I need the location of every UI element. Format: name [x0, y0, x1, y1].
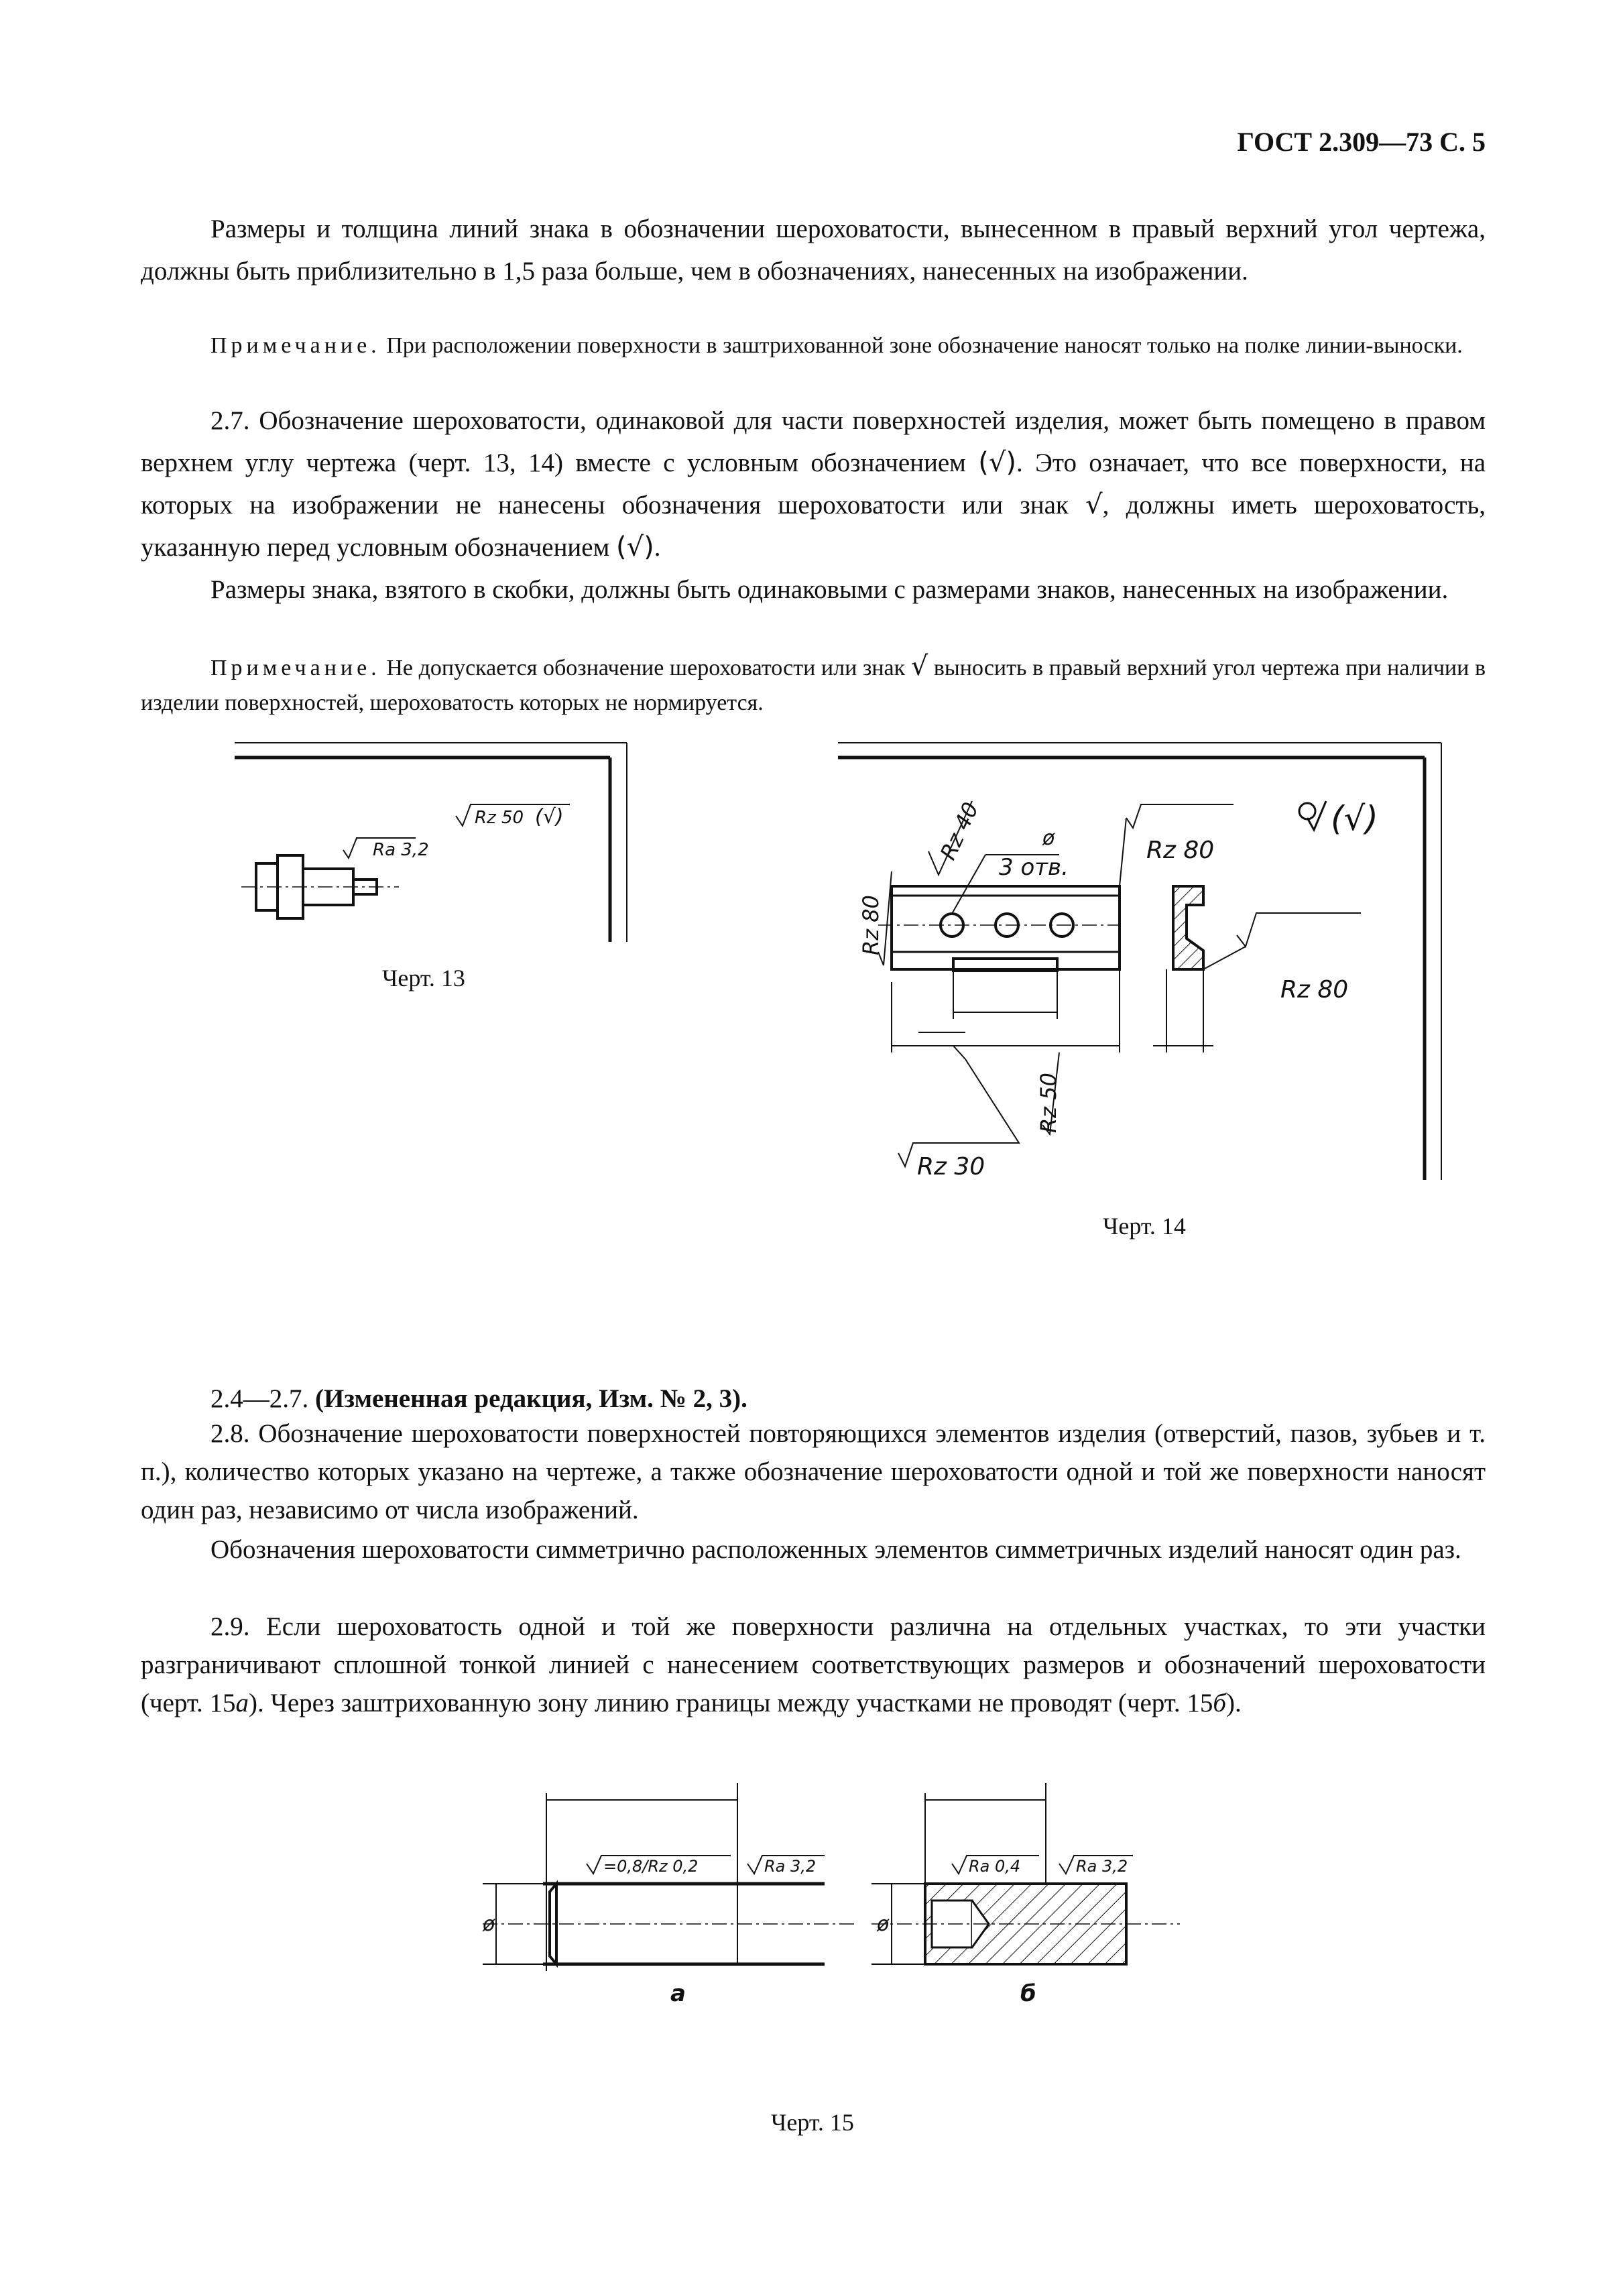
- note-text: Не допускается обозначение шероховатости или знак: [386, 656, 906, 680]
- figure-14-caption: Черт. 14: [1103, 1213, 1186, 1240]
- unmachined-sign-symbol: √: [1085, 489, 1103, 520]
- figure-13-drawing: [235, 737, 637, 952]
- page-header: ГОСТ 2.309—73 С. 5: [1237, 127, 1486, 157]
- paragraph-2-7: [141, 400, 1486, 568]
- paragraph-2-7-part: . Это означает, что все поверхности, на которых на изображении не нанесены обозначения шероховатости или знак: [141, 448, 1486, 520]
- figure-13-caption: Черт. 13: [382, 965, 465, 991]
- fig14-phi-label: ø: [1042, 827, 1055, 850]
- fig13-corner-paren: (√): [535, 805, 564, 829]
- note-label: Примечание.: [211, 656, 381, 680]
- figure-14-drawing: [838, 737, 1482, 1193]
- amendment-text: (Измененная редакция, Изм. № 2, 3).: [315, 1384, 747, 1413]
- fig15a-phi-label: ø: [483, 1913, 495, 1936]
- fig15a-label: а: [670, 1980, 686, 2007]
- paragraph-bracket-size: Размеры знака, взятого в скобки, должны быть одинаковыми с размерами знаков, нанесенных на изображении.: [211, 575, 1449, 604]
- note-text: выносить в правый верхний угол чертежа при наличии в изделии поверхностей, шероховатость которых не нормируется.: [141, 656, 1486, 715]
- conditional-sign-symbol: (√): [616, 532, 654, 562]
- fig14-holes-label: 3 отв.: [999, 854, 1069, 881]
- paragraph-sign-size: Размеры и толщина линий знака в обозначении шероховатости, вынесенном в правый верхний угол чертежа, должны быть приблизительно в 1,5 раза больше, чем в обозначениях, нанесенных на изображении.: [141, 215, 1486, 286]
- figure-ref-a: а: [235, 1689, 249, 1717]
- amendment-note: [141, 1378, 1486, 1420]
- paragraph-2-7-part: 2.7. Обозначение шероховатости, одинаковой для части поверхностей изделия, может быть помещено в правом верхнем углу чертежа (черт. 13, 14) вместе с условным обозначением: [141, 406, 1486, 477]
- fig15b-phi-label: ø: [877, 1913, 890, 1936]
- fig14-rz50-label: Rz 50: [1036, 1073, 1061, 1133]
- figure-15-drawing: [463, 1770, 1213, 2011]
- fig15b-label: б: [1020, 1980, 1036, 2007]
- fig15b-rough1-label: Ra 0,4: [969, 1857, 1021, 1876]
- figure-ref-b: б: [1213, 1689, 1227, 1717]
- paragraph-2-9-part: ).: [1226, 1689, 1242, 1717]
- paragraph-2-7-part: .: [654, 533, 661, 562]
- note-text: При расположении поверхности в заштрихованной зоне обозначение наносят только на полке линии-выноски.: [386, 333, 1463, 358]
- fig15a-rough1-label: =0,8/Rz 0,2: [603, 1857, 699, 1876]
- fig15b-rough2-label: Ra 3,2: [1076, 1857, 1128, 1876]
- figure-15-caption: Черт. 15: [771, 2109, 854, 2136]
- fig14-rz30-label: Rz 30: [917, 1153, 985, 1181]
- paragraph-2-9-part: 2.9. Если шероховатость одной и той же поверхности различна на отдельных участках, то эти участки разграничивают сплошной тонкой линией с нанесением соответствующих размеров и обозначений шероховатости (черт. 15: [141, 1612, 1486, 1717]
- note-not-allowed: [141, 649, 1486, 721]
- fig14-rz80-right-label: Rz 80: [1280, 976, 1349, 1004]
- amendment-number: 2.4—2.7.: [211, 1384, 309, 1413]
- fig14-rz80-left-label: Rz 80: [858, 895, 884, 955]
- paragraph-2-8-symmetric: Обозначения шероховатости симметрично расположенных элементов симметричных изделий наносят один раз.: [211, 1535, 1461, 1564]
- fig15a-rough2-label: Ra 3,2: [764, 1857, 817, 1876]
- paragraph-2-7-part: , должны иметь шероховатость, указанную перед условным обозначением: [141, 491, 1486, 562]
- fig13-ra-label: Ra 3,2: [373, 840, 429, 860]
- fig14-corner-label: (√): [1331, 799, 1378, 838]
- unmachined-sign-symbol: √: [910, 651, 928, 682]
- fig14-rz40-label: Rz 40: [935, 798, 984, 864]
- fig13-corner-label: Rz 50: [475, 808, 524, 828]
- paragraph-2-9: [141, 1608, 1486, 1722]
- note-hatched-zone: [141, 328, 1486, 363]
- fig14-rz80-top-label: Rz 80: [1146, 837, 1215, 864]
- paragraph-2-9-part: ). Через заштрихованную зону линию границы между участками не проводят (черт. 15: [249, 1689, 1213, 1717]
- paragraph-2-8: 2.8. Обозначение шероховатости поверхностей повторяющихся элементов изделия (отверстий, пазов, зубьев и т. п.), количество которых указано на чертеже, а также обозначение шероховатости одной и той же поверхности наносят один раз, независимо от числа изображений.: [141, 1419, 1486, 1524]
- note-label: Примечание.: [211, 333, 381, 358]
- conditional-sign-symbol: (√): [978, 447, 1016, 478]
